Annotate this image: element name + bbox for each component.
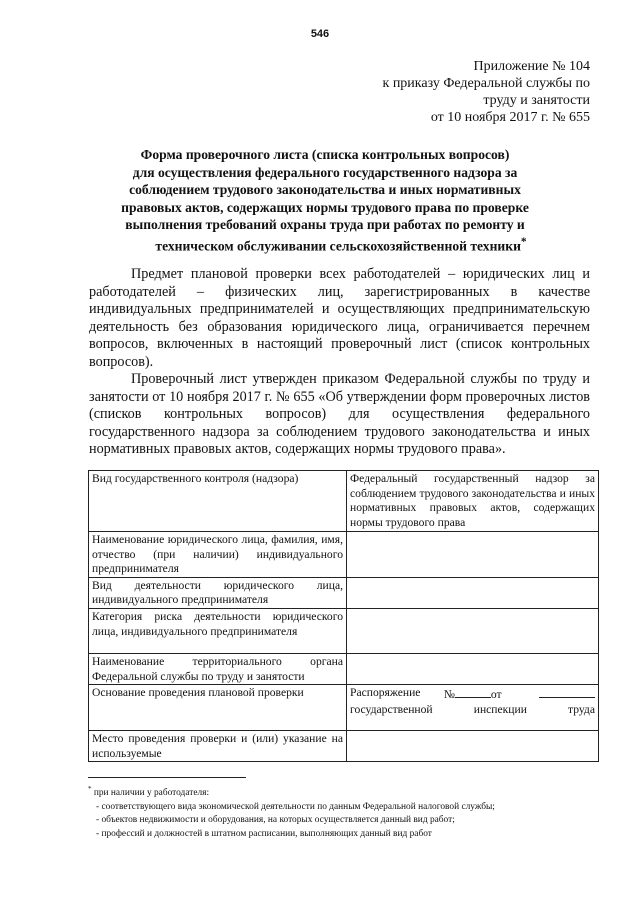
order-number-blank[interactable] xyxy=(455,686,491,698)
title-text: техническом обслуживании сельскохозяйственной техники xyxy=(155,238,521,254)
table-row xyxy=(89,608,599,653)
order-word: государственной xyxy=(350,702,433,716)
entity-name-value[interactable] xyxy=(347,532,599,578)
order-number-group xyxy=(444,686,502,703)
territorial-body-value[interactable] xyxy=(347,653,599,684)
date-word: от xyxy=(490,688,502,702)
footnote-item: - объектов недвижимости и оборудования, на которых осуществляется данный вид работ; xyxy=(96,815,455,826)
title-line: правовых актов, содержащих нормы трудового права по проверке xyxy=(121,199,529,215)
table-row xyxy=(89,532,599,578)
title-line: Форма проверочного листа (списка контрольных вопросов) xyxy=(140,147,510,162)
entity-name-label: Наименование юридического лица, фамилия, имя, отчество (при наличии) индивидуального предпринимателя xyxy=(89,532,347,578)
table-row xyxy=(89,685,599,731)
table-row xyxy=(89,653,599,684)
intro-paragraph: Предмет плановой проверки всех работодателей – юридических лиц и работодателей – физических лиц, зарегистрированных в качестве индивидуальных предпринимателей и осуществляющих предпринимательскую деятельность без образования юридического лица, ограничивается перечнем вопросов, включенных в настоящий проверочный лист (список контрольных вопросов). xyxy=(89,266,590,370)
title-line: для осуществления федерального государственного надзора за xyxy=(132,164,518,180)
appendix-order-line: к приказу Федеральной службы по xyxy=(382,76,590,91)
inspection-basis-label: Основание проведения плановой проверки xyxy=(89,685,347,731)
document-title xyxy=(96,146,554,255)
title-line xyxy=(96,234,554,255)
inspection-place-value[interactable] xyxy=(347,731,599,762)
order-date-blank[interactable] xyxy=(539,686,595,698)
title-line: соблюдением трудового законодательства и иных нормативных xyxy=(129,182,521,198)
footnote-item: - соответствующего вида экономической деятельности по данным Федеральной налоговой службы; xyxy=(96,801,495,812)
risk-category-label: Категория риска деятельности юридического лица, индивидуального предпринимателя xyxy=(89,608,347,653)
appendix-order-date: от 10 ноября 2017 г. № 655 xyxy=(430,110,590,125)
inspection-place-label: Место проведения проверки и (или) указание на используемые xyxy=(89,731,347,762)
activity-type-label: Вид деятельности юридического лица, индивидуального предпринимателя xyxy=(89,577,347,608)
control-type-value: Федеральный государственный надзор за соблюдением трудового законодательства и иных нормативных правовых актов, содержащих нормы трудового права xyxy=(347,471,599,532)
page-number: 546 xyxy=(310,28,330,40)
control-type-label: Вид государственного контроля (надзора) xyxy=(89,471,347,532)
checklist-header-table xyxy=(88,470,599,762)
footnote-marker: * xyxy=(520,235,527,248)
title-line: выполнения требований охраны труда при работах по ремонту и xyxy=(125,217,525,233)
order-word: инспекции xyxy=(473,702,527,716)
appendix-header xyxy=(290,58,590,126)
order-word: Распоряжение xyxy=(350,686,421,700)
footnote-marker: * xyxy=(88,785,92,793)
footnote-item: - профессий и должностей в штатном расписании, выполняющих данный вид работ xyxy=(96,828,432,839)
appendix-order-line: труду и занятости xyxy=(483,93,590,108)
footnote-intro xyxy=(88,783,588,801)
order-word: труда xyxy=(568,702,595,716)
risk-category-value[interactable] xyxy=(347,608,599,653)
appendix-number: Приложение № 104 xyxy=(473,59,590,74)
table-row xyxy=(89,577,599,608)
order-line-1 xyxy=(350,686,595,703)
order-line-2 xyxy=(350,703,595,718)
footnote-divider xyxy=(88,777,246,778)
table-row xyxy=(89,731,599,762)
footnote-intro-text: при наличии у работодателя: xyxy=(93,788,210,799)
number-sign: № xyxy=(443,688,455,702)
approval-paragraph: Проверочный лист утвержден приказом Федеральной службы по труду и занятости от 10 ноября 2017 г. № 655 «Об утверждении форм проверочных листов (списков контрольных вопросов) для осуществления федерального государственного надзора за соблюдением трудового законодательства и иных нормативных правовых актов, содержащих нормы трудового права». xyxy=(89,371,590,457)
activity-type-value[interactable] xyxy=(347,577,599,608)
inspection-basis-value xyxy=(347,685,599,731)
territorial-body-label: Наименование территориального органа Федеральной службы по труду и занятости xyxy=(89,653,347,684)
footnote xyxy=(88,783,588,842)
table-row xyxy=(89,471,599,532)
